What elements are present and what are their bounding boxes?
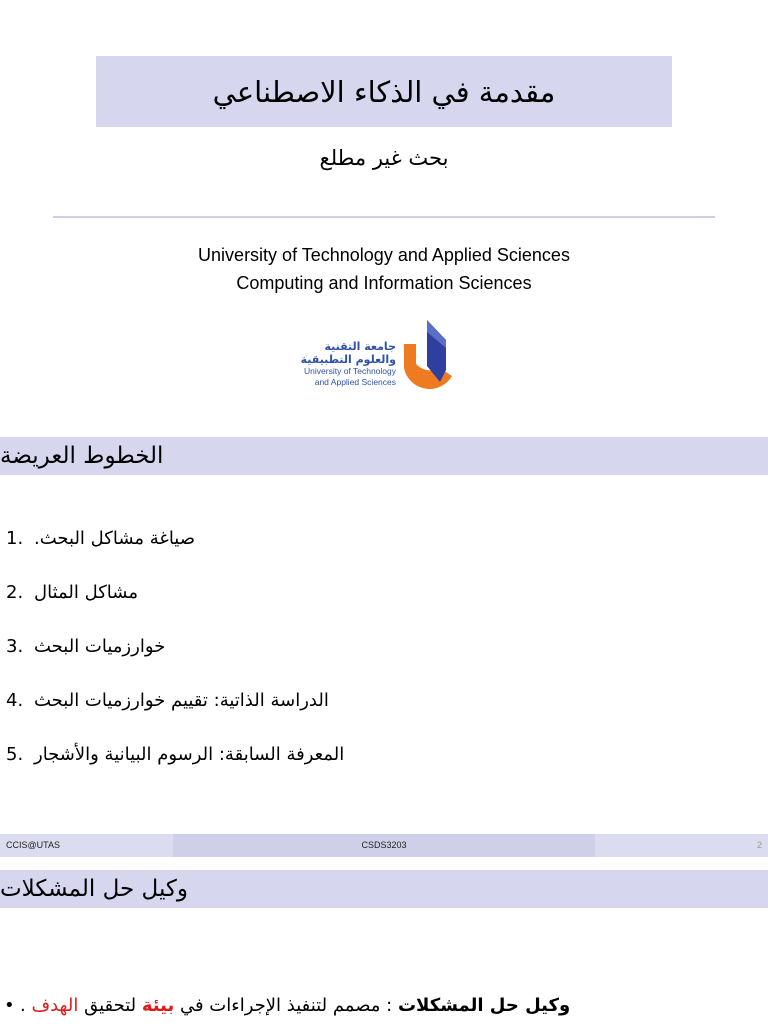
bullet-marker: •: [4, 995, 15, 1016]
list-item-text: المعرفة السابقة: الرسوم البيانية والأشجار: [34, 744, 345, 765]
university-logo: [290, 318, 460, 396]
university-name: University of Technology and Applied Sciences: [198, 245, 570, 265]
outline-heading: الخطوط العريضة: [0, 443, 164, 469]
list-item-number: 5.: [6, 744, 24, 765]
list-item: [6, 744, 344, 765]
logo-arabic-line2: والعلوم التطبيقية: [300, 353, 396, 367]
list-item-text: الدراسة الذاتية: تقييم خوارزميات البحث: [34, 690, 329, 711]
bullet-term: وكيل حل المشكلات: [397, 995, 571, 1016]
bullet-separator: :: [380, 995, 398, 1016]
list-item-number: 1.: [6, 528, 24, 549]
bullet-goal: الهدف: [31, 995, 79, 1016]
list-item: [6, 528, 195, 549]
agent-heading-bar: [0, 870, 768, 908]
logo-english-line1: University of Technology: [304, 366, 396, 377]
list-item-text: صياغة مشاكل البحث.: [34, 528, 196, 549]
footer-page-number: 2: [756, 840, 762, 850]
footer-course-code: CSDS3203: [173, 834, 595, 857]
list-item-number: 4.: [6, 690, 24, 711]
bullet-end: .: [20, 995, 32, 1016]
outline-heading-bar: [0, 437, 768, 475]
agent-heading: وكيل حل المشكلات: [0, 876, 188, 902]
list-item-number: 3.: [6, 636, 24, 657]
footer-left: CCIS@UTAS: [6, 840, 60, 850]
list-item-text: خوارزميات البحث: [34, 636, 166, 657]
college-name: Computing and Information Sciences: [236, 273, 532, 293]
bullet-text: [20, 995, 570, 1016]
utas-emblem-icon: [400, 318, 460, 396]
list-item-number: 2.: [6, 582, 24, 603]
title-divider: [53, 216, 715, 218]
bullet-text-part1: مصمم لتنفيذ الإجراءات في: [174, 995, 381, 1016]
list-item: [6, 690, 329, 711]
slide-footer: [0, 834, 768, 857]
bullet-environment: بيئة: [141, 995, 175, 1016]
list-item: [6, 582, 138, 603]
slide-title: مقدمة في الذكاء الاصطناعي: [212, 74, 556, 109]
logo-text: [301, 318, 396, 387]
list-item: [6, 636, 165, 657]
logo-arabic-line1: جامعة التقنية: [324, 340, 396, 353]
logo-english-line2: and Applied Sciences: [314, 376, 396, 387]
bullet-text-part2: لتحقيق: [78, 995, 142, 1016]
list-item-text: مشاكل المثال: [34, 582, 138, 603]
slide-subtitle: بحث غير مطلع: [319, 146, 449, 170]
slide-title-box: [96, 56, 672, 127]
